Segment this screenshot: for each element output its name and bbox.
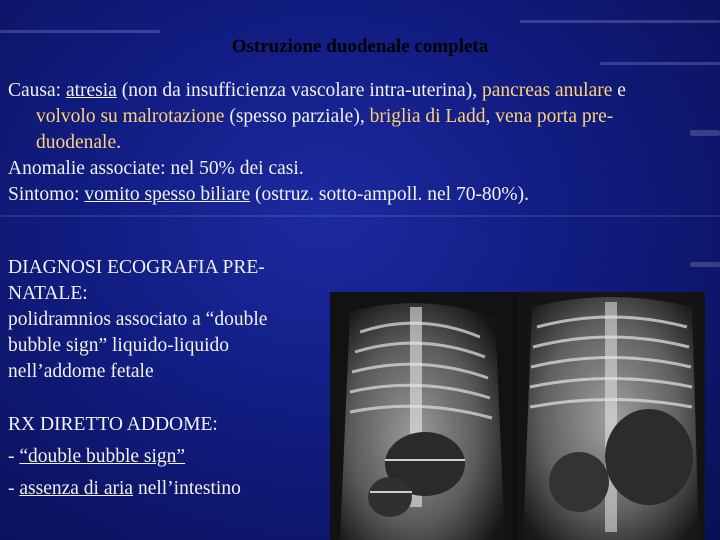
volvolo-term: volvolo su malrotazione [36, 106, 225, 127]
bg-streak [690, 130, 720, 136]
bg-streak [690, 262, 720, 267]
diagnosi-line1: polidramnios associato a “double [8, 309, 268, 330]
bg-streak [600, 62, 720, 65]
xray-images [330, 292, 705, 540]
atresia-term: atresia [65, 80, 117, 101]
assenza-aria-term: assenza di aria [19, 478, 134, 499]
xray-image-right [517, 292, 705, 540]
xray-image-left [330, 292, 513, 540]
diagnosi-heading [8, 255, 328, 307]
briglia-term: briglia di Ladd [369, 106, 486, 127]
double-bubble-term: “double bubble sign” [19, 446, 186, 467]
rx-item2-text: nell’intestino [133, 478, 241, 499]
causa-label: Causa: [8, 80, 66, 101]
bg-streak [0, 215, 720, 217]
rx-bullet: - [8, 478, 20, 499]
diagnosi-line3: nell’addome fetale [8, 361, 154, 382]
diagnosi-colon: : [82, 283, 88, 304]
diagnosi-heading-text: DIAGNOSI ECOGRAFIA PRE-NATALE [8, 257, 265, 304]
vena-term: vena porta pre-duodenale [36, 106, 614, 153]
rx-item2 [8, 476, 328, 502]
vomito-term: vomito spesso biliare [84, 184, 251, 205]
causa-text: , [485, 106, 496, 127]
slide-title: Ostruzione duodenale completa [231, 36, 489, 57]
sintomo-label: Sintomo: [8, 184, 85, 205]
diagnosi-line2: bubble sign” liquido-liquido [8, 335, 229, 356]
rx-heading-text: RX DIRETTO ADDOME [8, 414, 213, 435]
rx-heading [8, 412, 328, 438]
causa-text: . [116, 132, 122, 153]
causa-text: (spesso parziale), [224, 106, 370, 127]
diagnosi-block [8, 255, 328, 385]
rx-bullet: - [8, 446, 20, 467]
rx-item1 [8, 444, 328, 470]
causa-text: e [612, 80, 626, 101]
pancreas-term: pancreas anulare [481, 80, 613, 101]
causa-block [8, 78, 688, 208]
rx-block [8, 412, 328, 502]
bg-streak [0, 30, 160, 33]
bg-streak [520, 20, 720, 23]
sintomo-line [8, 182, 688, 208]
anomalie-line: Anomalie associate: nel 50% dei casi. [8, 158, 304, 179]
causa-paragraph [8, 78, 688, 156]
sintomo-text: (ostruz. sotto-ampoll. nel 70-80%). [250, 184, 530, 205]
rx-colon: : [212, 414, 218, 435]
causa-text: (non da insufficienza vascolare intra-uterina), [116, 80, 482, 101]
